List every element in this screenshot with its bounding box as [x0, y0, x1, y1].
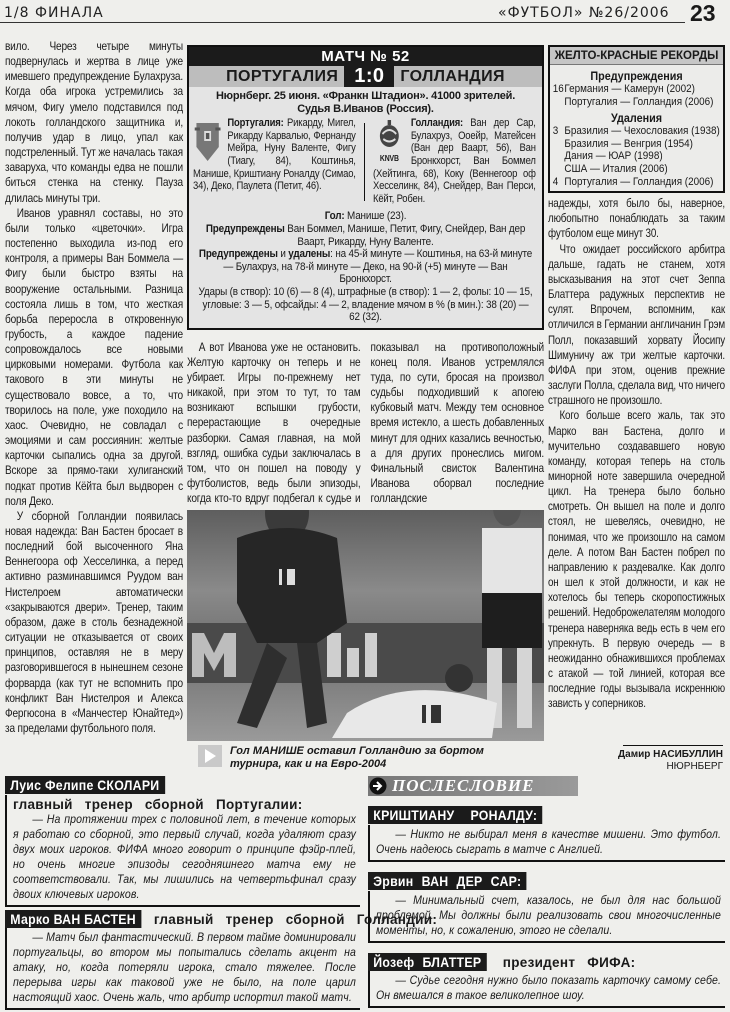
home-label: Португалия: — [227, 117, 284, 130]
warnings-heading: Предупреждения — [590, 69, 683, 83]
record-match: Бразилия — Венгрия (1954) — [564, 137, 693, 150]
paragraph: надежды, хотя было бы, наверное, любопытно понаблюдать за таким футболом еще минут 30. — [548, 196, 725, 241]
record-match: Германия — Камерун (2002) — [564, 83, 695, 95]
byline-rule — [623, 745, 723, 747]
paragraph: Кого больше всего жаль, так это Марко ван Бастена, долго и мучительно создававшего новую команду, которая теперь на столь минорной ноте завершила очередной цикл. На тренера было больно смотреть. Он вышел на поле и долго стоял, не шевелясь, очевидно, не понимая, что же произошло на самом деле. А потом Ван Бастен побрел по направлению к раздевалке. Как долго он шел к этой должности, и как не хотелось бы теперь скоропостижных решений. Недоброжелателям молодого тренера наверняка ведь есть в чем его упрекнуть. В первую очередь — в неожиданно обнажившихся проблемах с атакой — той линией, которая все последние годы вызывала искреннюю зависть у соперников. — [548, 408, 725, 711]
records-box — [548, 45, 725, 193]
away-players: Ван дер Сар, Булахруз, Ооейр, Матейсен (Ван дер Ваарт, 56), Ван Бронкхорст, Ван Боммел (Хейтинга, 68), Коку (Веннегоор оф Хесселинк, 84), Снейдер, Ван Перси, Кёйт, Робен. — [373, 117, 536, 205]
quote-speaker: Йозеф БЛАТТЕР — [368, 953, 487, 971]
byline-author: Дамир НАСИБУЛЛИН — [618, 749, 723, 760]
paragraph: У сборной Голландии появилась новая надежда: Ван Бастен бросает в последний бой высоченного Яна Веннегоора оф Хесселинка, а перед активно разминавшимся Руудом ван Нистелроем автоматически «закрываются двери». Тренер, таким образом, даже в столь безнадежной ситуации не отказывается от своих принципов, оставляя не в меру разговорившегося в нынешнем сезоне форварда (как тут не вспомнить про конфликт Ван Нистелроя и Алекса Фергюсона в «Манчестер Юнайтед») за пределами футбольного поля. — [5, 508, 183, 736]
quote-text: — Никто не выбирал меня в качестве мишени. Это футбол. Очень надеюсь сыграть в матче с Англией. — [376, 827, 721, 856]
byline-location: НЮРНБЕРГ — [666, 761, 723, 772]
record-row — [550, 96, 723, 109]
left-article-column — [5, 39, 183, 736]
quote-body — [5, 928, 360, 1010]
record-count: 16 — [552, 83, 564, 95]
match-photo — [187, 510, 544, 741]
quote-text: — Матч был фантастический. В первом тайме доминировали португальцы, во втором мы попытались сделать акцент на атаку, но, когда потеряли игрока, стало тяжелее. После перерыва игры как таковой уже не было, на поле царил настоящий хаос. Очень жаль, что арбитр испортил такой матч. — [13, 930, 356, 1004]
record-row — [550, 150, 723, 163]
quote-role: главный тренер сборной Голландии: — [153, 911, 438, 927]
right-column — [548, 45, 725, 773]
referee: Судья В.Иванов (Россия). — [297, 102, 434, 115]
home-lineup — [193, 117, 356, 205]
record-row — [550, 125, 723, 138]
right-article-column — [548, 196, 725, 711]
quote-role: главный тренер сборной Португалии: — [13, 797, 303, 812]
record-count — [550, 150, 564, 163]
record-match: США — Италия (2006) — [564, 162, 668, 175]
warned-players: Ван Боммел, Манише, Петит, Фигу, Снейдер, Ван дер Ваарт, Рикарду, Нуну Валенте. — [287, 222, 526, 248]
record-count: 3 — [552, 125, 559, 138]
left-article-text — [5, 39, 183, 736]
quote-body — [368, 891, 725, 943]
goal-label: Гол: — [324, 210, 345, 223]
record-row — [550, 83, 723, 96]
quote-text: — На протяжении трех с половиной лет, в течение которых я работаю со сборной, это первый случай, когда удаляют сразу двух моих игроков. ФИФА много говорит о принципе фэйр-плей, но очень многие эпизоды сегодняшнего матча ему не соответствовали. Так, мы лишились на четвертьфинал сразу двоих ключевых игроков. — [13, 812, 356, 901]
match-title: МАТЧ № 52 — [189, 47, 542, 66]
knvb-logo-text: KNVB — [380, 153, 399, 163]
caption-arrow-icon — [198, 745, 222, 767]
warned-label: Предупреждены — [205, 222, 285, 235]
quote-speaker: Луис Фелипе СКОЛАРИ — [5, 776, 165, 794]
score: 1:0 — [344, 66, 394, 87]
header-rule — [0, 22, 685, 23]
record-row — [550, 138, 723, 151]
quote-text: — Минимальный счет, казалось, не был для нас большой проблемой. Мы должны были реализовать свои многочисленные моменты, но, к сожалению, этого не сделали. — [376, 893, 721, 937]
photo-manishe-celebrating — [187, 510, 544, 741]
paragraph: вило. Через четыре минуты подвернулась и жертва в лице уже имевшего предупреждение Булахруза. Когда оба игрока устремились за мячом, Фигу умело подставился под локоть голландского защитника и, получив удар в лицо, упал как подстреленный. Тут же началась такая заваруха, что команды едва не пошли биться стенка на стенку. Пауза длилась минуты три. — [5, 39, 183, 205]
record-count — [550, 138, 564, 151]
afterword-title: ПОСЛЕСЛОВИЕ — [392, 776, 535, 795]
score-bar — [189, 66, 542, 87]
sentoff-label-2: удалены — [288, 248, 331, 261]
goal-scorer: Манише (23). — [347, 210, 407, 223]
record-row — [550, 163, 723, 176]
section-title: 1/8 ФИНАЛА — [4, 5, 104, 21]
away-team: ГОЛЛАНДИЯ — [400, 67, 505, 85]
record-match: Бразилия — Чехословакия (1938) — [564, 125, 720, 138]
records-title: ЖЕЛТО-КРАСНЫЕ РЕКОРДЫ — [550, 47, 723, 65]
quote-van-der-sar — [368, 872, 725, 943]
record-count — [550, 163, 564, 176]
record-count: 4 — [552, 175, 559, 188]
knvb-logo — [373, 119, 406, 165]
record-match: Португалия — Голландия (2006) — [564, 95, 714, 108]
arrow-circle-icon — [368, 776, 388, 796]
home-team: ПОРТУГАЛИЯ — [226, 67, 339, 85]
publication-issue: «ФУТБОЛ» №26/2006 — [498, 5, 670, 21]
match-stats: Удары (в створ): 10 (6) — 8 (4), штрафные (в створ): 1 — 2, фолы: 10 — 15, угловые: 3 — 5, офсайды: 4 — 2, владение мячом в % (в мин.): 38 (20) — 62 (32). — [198, 285, 533, 324]
match-report-box — [187, 45, 544, 330]
quote-body — [5, 795, 360, 907]
quote-ronaldo — [368, 806, 725, 862]
quote-blatter — [368, 953, 725, 1008]
afterword-banner — [368, 776, 578, 796]
quote-speaker: Эрвин ВАН ДЕР САР: — [368, 872, 527, 890]
quote-text: — Судье сегодня нужно было показать карточку самому себе. Он вмешался в такое великолепное шоу. — [376, 973, 721, 1002]
photo-caption: Гол МАНИШЕ оставил Голландию за бортом турнира, как и на Евро-2004 — [230, 745, 484, 770]
quote-body — [368, 825, 725, 862]
sentoff-and: и — [280, 248, 286, 261]
middle-column — [187, 45, 544, 770]
record-row — [550, 176, 723, 189]
page-number: 23 — [690, 0, 716, 26]
right-quotes — [368, 776, 725, 1008]
quote-scolari — [5, 776, 360, 907]
home-players: Рикарду, Мигел, Рикарду Карвалью, Фернанду Мейра, Нуну Валенте, Фигу (Тиагу, 84), Коштинья, Манише, Криштиану Роналду (Симао, 34), Деко, Паулета (Петит, 46). — [193, 117, 356, 193]
sentoff-label: Предупреждены — [198, 248, 278, 261]
record-match: Дания — ЮАР (1998) — [564, 150, 663, 163]
record-match: Португалия — Голландия (2006) — [564, 175, 714, 188]
photo-caption-row — [187, 745, 544, 770]
quote-role: президент ФИФА: — [502, 954, 636, 970]
knvb-lion-icon — [375, 119, 404, 149]
portugal-federation-crest-icon — [193, 121, 222, 163]
sentoff-players: : на 45-й минуте — Коштинья, на 63-й минуте — Булахруз, на 78-й минуте — Деко, на 90-й (+5) минуте — Ван Бронкхорст. — [223, 248, 533, 286]
quote-speaker: КРИШТИАНУ РОНАЛДУ: — [368, 806, 542, 824]
match-events — [189, 210, 542, 323]
paragraph: Что ожидает российского арбитра дальше, гадать не станем, хотя высказывания на этот счет Зеппа Блаттера радужных перспектив не сулят. Впрочем, вспомним, как отличился в Германии англичанин Грэм Полл, показавший хорвату Йосипу Шимуничу аж три желтые карточки. ФИФА при этом, оценив прежние заслуги Полла, сделала вид, что ничего страшного не произошло. — [548, 241, 725, 408]
away-label: Голландия: — [411, 117, 464, 130]
paragraph: Иванов уравнял составы, но это были только «цветочки». Игра постепенно выходила из-под его контроля, а примеры Ван Боммела — Фигу были быстро взяты на вооружение остальными. Разница состояла лишь в том, что жесткая борьба переросла в откровенную грубость, а каждое падение сопровождалось все новыми цирковыми номерами. Футбола как такового в эти минуты не существовало вовсе, а то, что творилось на поле, уже походило на хаос. Очевидно, не совладал с эмоциями и сам россиянин: желтые карточки сыпались одна за другой. Вскоре за прямо-таки хулиганский подкат против Кёйта был выдворен с поля Деко. — [5, 205, 183, 508]
record-count — [550, 96, 564, 109]
lineup-divider — [364, 123, 366, 201]
sendoffs-heading: Удаления — [610, 111, 663, 126]
middle-article — [187, 340, 544, 507]
away-lineup — [373, 117, 536, 205]
quote-speaker: Марко ВАН БАСТЕН — [5, 910, 141, 928]
middle-article-text: А вот Иванова уже не остановить. Желтую карточку он теперь и не убирает. Игры по-прежнему нет никакой, при этом то тут, то там возникают вспышки грубости, перерастающие в очередные разборки. Самая главная, на мой взгляд, ошибка судьи заключалась в том, что он пошел на поводу у футболистов, ведь были эпизоды, когда кто-то вдруг подбегал к судье и показывал на противоположный конец поля. Иванов устремлялся туда, по сути, бросая на произвол судьбы подходивший к апогею кубковый матч. Между тем основное время истекло, а шесть добавленных минут для одних казались вечностью, а для других пронеслись мигом. Финальный свисток Валентина Иванова оборвал последние голландские — [187, 339, 544, 506]
quote-body — [368, 971, 725, 1008]
venue: Нюрнберг. 25 июня. «Франкн Штадион». 41000 зрителей. — [215, 90, 516, 102]
